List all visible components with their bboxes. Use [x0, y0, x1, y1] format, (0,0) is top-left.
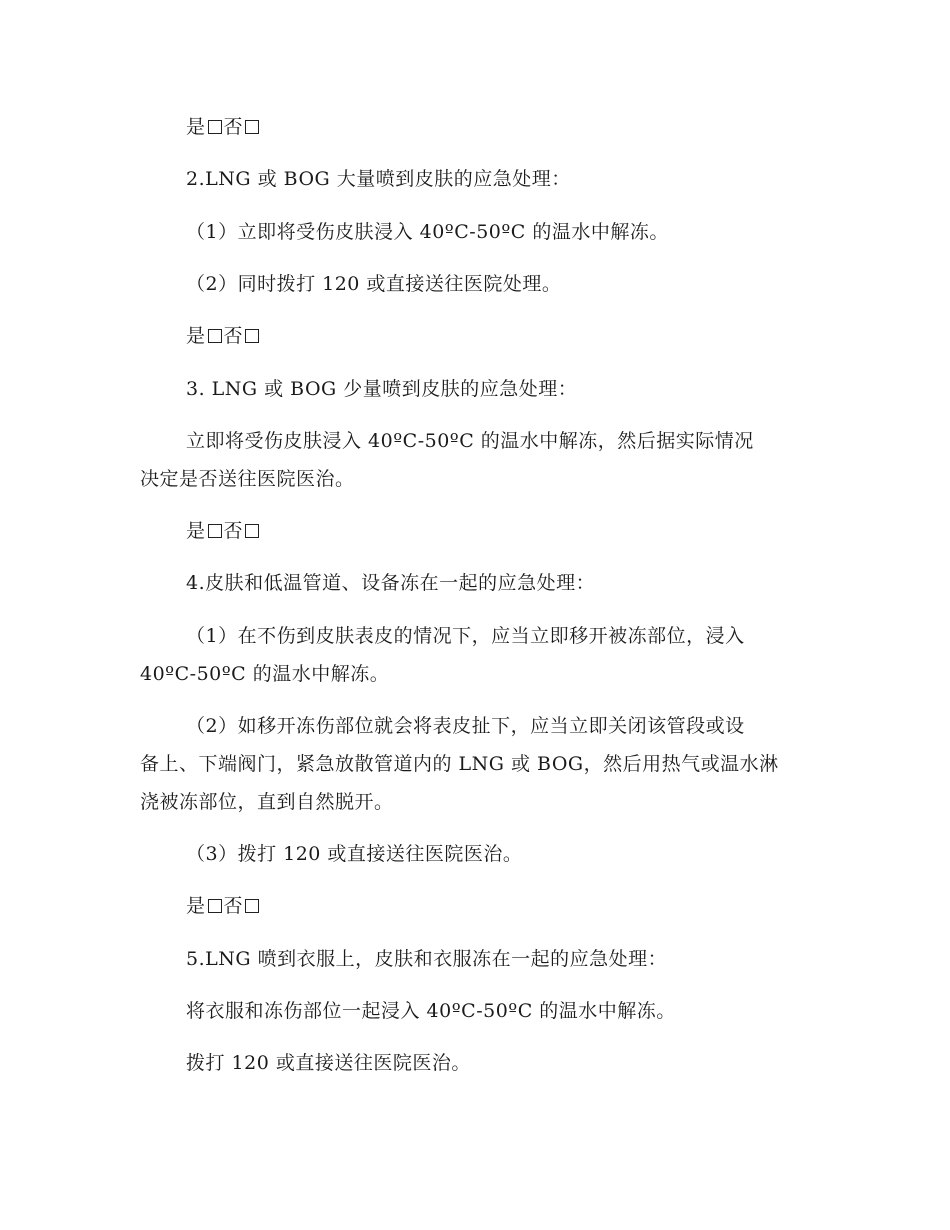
no-label: 否: [223, 520, 244, 542]
paragraph-line: （2）如移开冻伤部位就会将表皮扯下，应当立即关闭该管段或设: [186, 715, 745, 737]
yes-no-checkbox-row: [186, 518, 261, 544]
yes-checkbox[interactable]: [208, 899, 222, 913]
no-checkbox[interactable]: [245, 329, 259, 343]
no-label: 否: [223, 325, 244, 347]
yes-label: 是: [186, 325, 206, 347]
yes-checkbox[interactable]: [208, 120, 222, 134]
yes-no-checkbox-row: [186, 323, 261, 349]
section-heading: 5.LNG 喷到衣服上，皮肤和衣服冻在一起的应急处理：: [186, 948, 668, 970]
paragraph: （2）同时拨打 120 或直接送往医院处理。: [186, 273, 562, 295]
paragraph-line: 决定是否送往医院医治。: [140, 468, 355, 490]
yes-label: 是: [186, 895, 206, 917]
paragraph-line: 备上、下端阀门，紧急放散管道内的 LNG 或 BOG，然后用热气或温水淋: [140, 753, 779, 775]
section-heading: 4.皮肤和低温管道、设备冻在一起的应急处理：: [186, 572, 596, 594]
paragraph-line: （1）在不伤到皮肤表皮的情况下，应当立即移开被冻部位，浸入: [186, 625, 745, 647]
yes-checkbox[interactable]: [208, 329, 222, 343]
yes-no-checkbox-row: [186, 114, 261, 140]
paragraph: （3）拨打 120 或直接送往医院医治。: [186, 843, 523, 865]
paragraph-line: 立即将受伤皮肤浸入 40ºC-50ºC 的温水中解冻，然后据实际情况: [186, 430, 754, 452]
paragraph: 将衣服和冻伤部位一起浸入 40ºC-50ºC 的温水中解冻。: [186, 1000, 676, 1022]
yes-no-checkbox-row: [186, 893, 261, 919]
no-label: 否: [223, 895, 244, 917]
yes-checkbox[interactable]: [208, 524, 222, 538]
paragraph: 拨打 120 或直接送往医院医治。: [186, 1052, 471, 1074]
no-checkbox[interactable]: [245, 120, 259, 134]
yes-label: 是: [186, 520, 206, 542]
yes-label: 是: [186, 116, 206, 138]
section-heading: 3. LNG 或 BOG 少量喷到皮肤的应急处理：: [186, 378, 578, 400]
section-heading: 2.LNG 或 BOG 大量喷到皮肤的应急处理：: [186, 168, 571, 190]
paragraph: （1）立即将受伤皮肤浸入 40ºC-50ºC 的温水中解冻。: [186, 221, 669, 243]
no-checkbox[interactable]: [245, 524, 259, 538]
no-label: 否: [223, 116, 244, 138]
no-checkbox[interactable]: [245, 899, 259, 913]
paragraph-line: 40ºC-50ºC 的温水中解冻。: [140, 663, 390, 685]
paragraph-line: 浇被冻部位，直到自然脱开。: [140, 791, 394, 813]
